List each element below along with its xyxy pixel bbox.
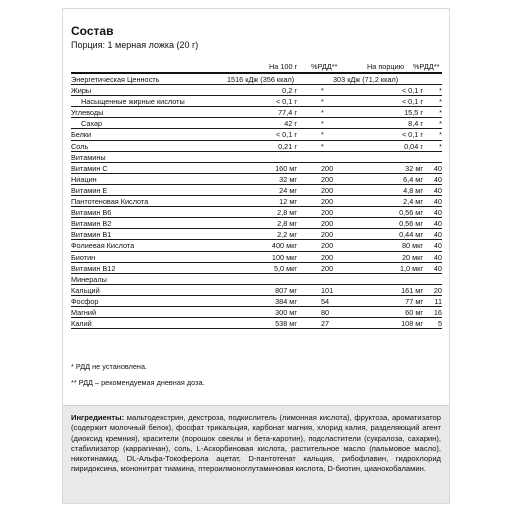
value-per100: < 0,1 г bbox=[275, 97, 297, 107]
ingredients-text: мальтодекстрин, декстроза, подкислитель (лимонная кислота), фруктоза, ароматизатор (содержит молочный белок), фосфат трикальция, карбонат магния, хлорид калия, разделяющий агент (диоксид кремния), красители (порошок свеклы и бета-каротин), подсластители (сукралоза, сахарин), стабилизатор (каррагинан), соль, L-Аскорбиновая кислота, растительное масло (пальмовое масло), никотинамид, DL-Альфа-Токоферола ацетат, D-пантотенат кальция, рибофлавин, гидрохлорид пиридоксина, мононитрат тиамина, птероилмоноглутаминовая кислота, D-биотин, цианокобаламин. bbox=[71, 413, 441, 474]
table-row bbox=[71, 229, 442, 240]
table-row bbox=[71, 185, 442, 196]
table-row bbox=[71, 285, 442, 296]
pct-per100: * bbox=[321, 86, 324, 96]
pct-per-serving: * bbox=[439, 119, 442, 129]
pct-per100: 200 bbox=[321, 263, 334, 273]
nutrient-name: Соль bbox=[71, 141, 89, 151]
value-per100: 100 мкг bbox=[271, 252, 297, 262]
pct-per-serving: 11 bbox=[434, 296, 442, 306]
panel-title: Состав bbox=[71, 24, 114, 38]
table-row bbox=[71, 85, 442, 96]
value-per-serving: 60 мг bbox=[405, 307, 423, 317]
table-row bbox=[71, 152, 442, 163]
pct-per100: * bbox=[321, 119, 324, 129]
nutrient-name: Фосфор bbox=[71, 296, 99, 306]
table-row bbox=[71, 307, 442, 318]
pct-per100: 54 bbox=[321, 296, 330, 306]
nutrient-name: Витамин Е bbox=[71, 185, 108, 195]
value-per100: 300 мг bbox=[275, 307, 297, 317]
value-per-serving: 77 мг bbox=[405, 296, 423, 306]
value-per100: 2,2 мг bbox=[277, 230, 297, 240]
pct-per100: 200 bbox=[321, 163, 334, 173]
serving-size: Порция: 1 мерная ложка (20 г) bbox=[71, 40, 199, 50]
nutrient-name: Углеводы bbox=[71, 108, 104, 118]
value-per-serving: 1,0 мкг bbox=[399, 263, 423, 273]
nutrient-name: Калий bbox=[71, 319, 92, 329]
value-per100: 24 мг bbox=[279, 185, 297, 195]
pct-per100: 200 bbox=[321, 208, 334, 218]
header-pct-serving: %РДД** bbox=[413, 62, 440, 71]
pct-per-serving: * bbox=[439, 130, 442, 140]
nutrient-name: Витамин В6 bbox=[71, 208, 112, 218]
table-row bbox=[71, 107, 442, 118]
table-header bbox=[71, 62, 442, 74]
nutrient-name: Витамин В1 bbox=[71, 230, 112, 240]
value-per-serving: 80 мкг bbox=[401, 241, 423, 251]
nutrient-name: Ниацин bbox=[71, 174, 97, 184]
pct-per-serving: 40 bbox=[433, 241, 442, 251]
table-row bbox=[71, 174, 442, 185]
pct-per100: 200 bbox=[321, 197, 334, 207]
value-per-serving: 32 мг bbox=[405, 163, 423, 173]
table-row bbox=[71, 240, 442, 251]
header-per100: На 100 г bbox=[269, 62, 298, 71]
pct-per-serving: 40 bbox=[433, 174, 442, 184]
pct-per-serving: 40 bbox=[433, 219, 442, 229]
ingredients-label: Ингредиенты: bbox=[71, 413, 125, 422]
pct-per100: * bbox=[321, 97, 324, 107]
value-per-serving: 6,4 мг bbox=[403, 174, 423, 184]
header-pct100: %РДД** bbox=[311, 62, 338, 71]
value-per-serving: 108 мг bbox=[401, 319, 423, 329]
nutrient-name: Биотин bbox=[71, 252, 96, 262]
pct-per100: 101 bbox=[321, 285, 334, 295]
pct-per-serving: * bbox=[439, 97, 442, 107]
pct-per100: 200 bbox=[321, 174, 334, 184]
table-body bbox=[71, 74, 442, 329]
table-row bbox=[71, 141, 442, 152]
pct-per-serving: 16 bbox=[433, 307, 442, 317]
value-per100: 2,8 мг bbox=[277, 219, 297, 229]
table-row bbox=[71, 196, 442, 207]
energy-row bbox=[71, 74, 442, 85]
pct-per100: 200 bbox=[321, 230, 334, 240]
value-per100: 0,2 г bbox=[282, 86, 297, 96]
value-per100: 807 мг bbox=[275, 285, 297, 295]
pct-per-serving: 40 bbox=[433, 252, 442, 262]
nutrient-name: Кальций bbox=[71, 285, 100, 295]
table-row bbox=[71, 207, 442, 218]
table-row bbox=[71, 163, 442, 174]
table-row bbox=[71, 318, 442, 329]
value-per-serving: 15,5 г bbox=[404, 108, 423, 118]
pct-per-serving: 40 bbox=[433, 163, 442, 173]
nutrient-name: Витамины bbox=[71, 152, 106, 162]
table-row bbox=[71, 296, 442, 307]
value-per100: 12 мг bbox=[279, 197, 297, 207]
value-per100: 32 мг bbox=[279, 174, 297, 184]
pct-per100: 27 bbox=[321, 319, 330, 329]
nutrient-name: Фолиевая Кислота bbox=[71, 241, 135, 251]
footnote-1: * РДД не установлена. bbox=[71, 362, 148, 371]
nutrition-table bbox=[71, 62, 442, 329]
nutrient-name: Минералы bbox=[71, 274, 107, 284]
pct-per-serving: 40 bbox=[433, 185, 442, 195]
pct-per-serving: 40 bbox=[433, 263, 442, 273]
nutrient-name: Витамин В2 bbox=[71, 219, 112, 229]
energy-name: Энергетическая Ценность bbox=[71, 75, 160, 84]
value-per-serving: 20 мкг bbox=[401, 252, 423, 262]
energy-per100: 1516 кДж (356 ккал) bbox=[227, 75, 295, 84]
header-per-serving: На порцию bbox=[367, 62, 405, 71]
pct-per-serving: * bbox=[439, 86, 442, 96]
pct-per-serving: * bbox=[439, 108, 442, 118]
table-row bbox=[71, 96, 442, 107]
value-per100: 2,8 мг bbox=[277, 208, 297, 218]
value-per100: 42 г bbox=[284, 119, 297, 129]
nutrient-name: Пантотеновая Кислота bbox=[71, 197, 149, 207]
value-per-serving: < 0,1 г bbox=[401, 97, 423, 107]
nutrient-name: Белки bbox=[71, 130, 92, 140]
pct-per-serving: 20 bbox=[433, 285, 442, 295]
pct-per-serving: 40 bbox=[433, 208, 442, 218]
table-row bbox=[71, 274, 442, 285]
pct-per100: * bbox=[321, 130, 324, 140]
pct-per-serving: 40 bbox=[433, 230, 442, 240]
value-per-serving: 161 мг bbox=[401, 285, 423, 295]
nutrient-name: Жиры bbox=[71, 86, 92, 96]
value-per-serving: 8,4 г bbox=[408, 119, 423, 129]
table-row bbox=[71, 263, 442, 274]
pct-per-serving: 40 bbox=[433, 197, 442, 207]
value-per100: 538 мг bbox=[275, 319, 297, 329]
nutrient-name: Насыщенные жирные кислоты bbox=[81, 97, 185, 107]
value-per-serving: 2,4 мг bbox=[403, 197, 423, 207]
pct-per100: * bbox=[321, 141, 324, 151]
pct-per100: 200 bbox=[321, 185, 334, 195]
footnote-2: ** РДД – рекомендуемая дневная доза. bbox=[71, 378, 205, 387]
table-row bbox=[71, 218, 442, 229]
value-per100: < 0,1 г bbox=[275, 130, 297, 140]
nutrient-name: Витамин С bbox=[71, 163, 108, 173]
pct-per-serving: * bbox=[439, 141, 442, 151]
value-per100: 5,0 мкг bbox=[273, 263, 297, 273]
pct-per100: 80 bbox=[321, 307, 330, 317]
pct-per100: 200 bbox=[321, 241, 334, 251]
value-per100: 384 мг bbox=[275, 296, 297, 306]
value-per-serving: < 0,1 г bbox=[401, 86, 423, 96]
value-per-serving: < 0,1 г bbox=[401, 130, 423, 140]
value-per-serving: 4,8 мг bbox=[403, 185, 423, 195]
value-per100: 0,21 г bbox=[278, 141, 297, 151]
value-per-serving: 0,44 мг bbox=[399, 230, 423, 240]
value-per-serving: 0,56 мг bbox=[399, 208, 423, 218]
value-per100: 160 мг bbox=[275, 163, 297, 173]
pct-per-serving: 5 bbox=[437, 319, 442, 329]
pct-per100: * bbox=[321, 108, 324, 118]
value-per100: 400 мкг bbox=[271, 241, 297, 251]
table-row bbox=[71, 118, 442, 129]
nutrient-name: Витамин В12 bbox=[71, 263, 116, 273]
nutrition-panel bbox=[62, 8, 450, 504]
nutrient-name: Магний bbox=[71, 307, 97, 317]
energy-per-serving: 303 кДж (71,2 ккал) bbox=[333, 75, 399, 84]
pct-per100: 200 bbox=[321, 252, 334, 262]
ingredients-box bbox=[63, 405, 449, 503]
footnotes bbox=[71, 362, 205, 394]
value-per-serving: 0,04 г bbox=[404, 141, 423, 151]
pct-per100: 200 bbox=[321, 219, 334, 229]
nutrient-name: Сахар bbox=[81, 119, 103, 129]
table-row bbox=[71, 252, 442, 263]
value-per100: 77,4 г bbox=[278, 108, 297, 118]
table-row bbox=[71, 129, 442, 140]
value-per-serving: 0,56 мг bbox=[399, 219, 423, 229]
